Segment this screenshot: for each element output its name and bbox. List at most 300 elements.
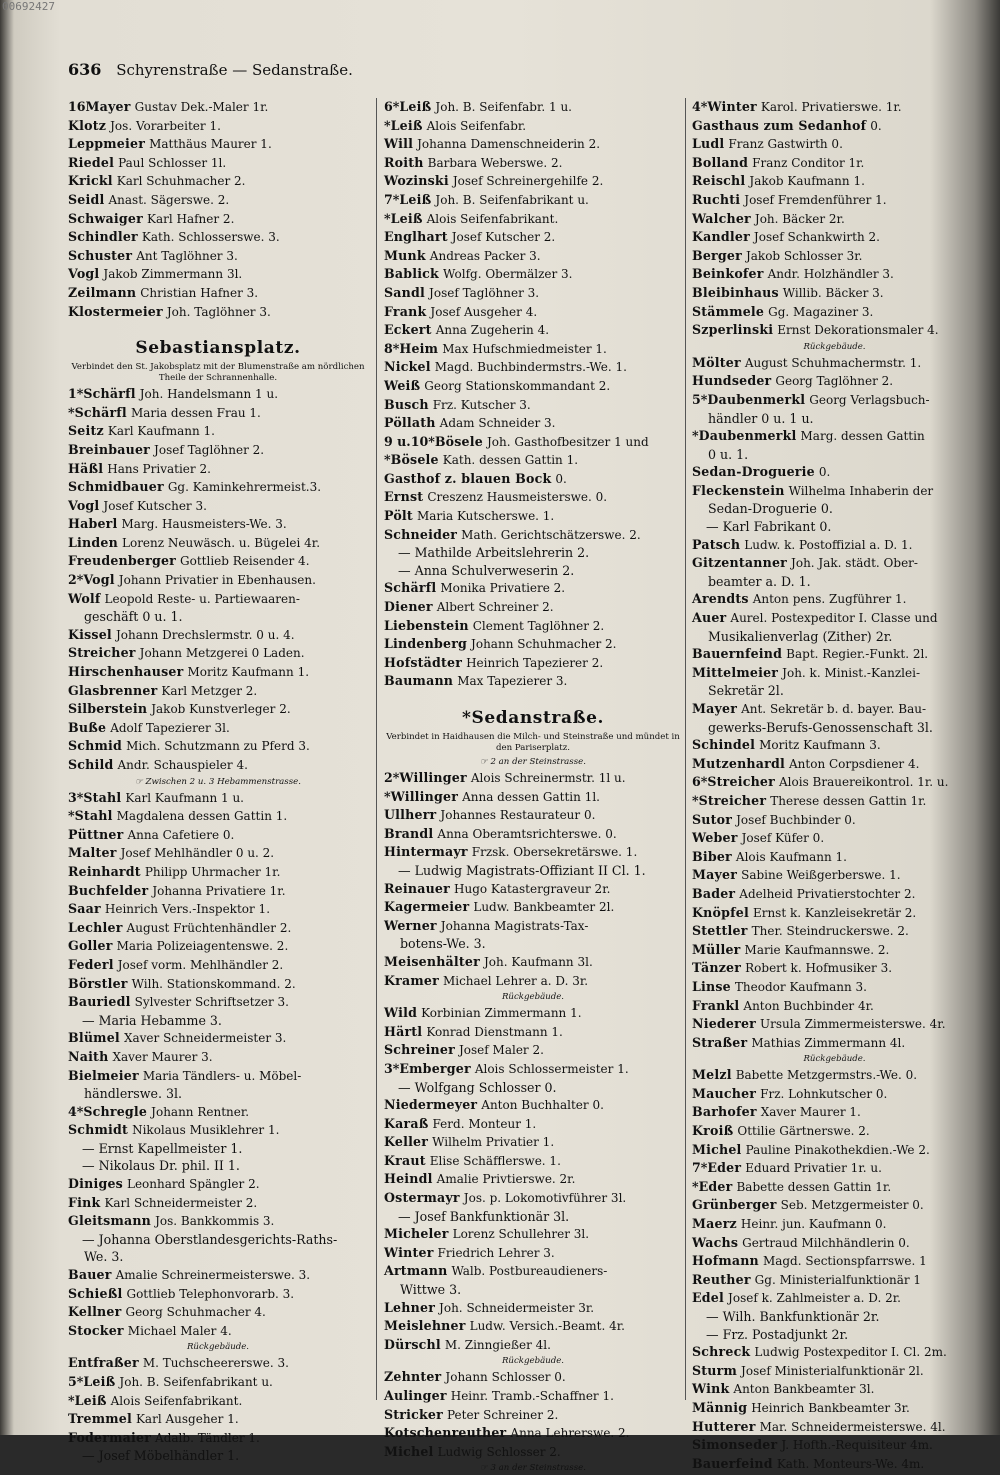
directory-entry bbox=[384, 1023, 682, 1042]
directory-entry bbox=[692, 792, 977, 811]
resident-details: Heinrich Tapezierer 2. bbox=[466, 655, 604, 670]
page-number: 636 bbox=[68, 60, 102, 79]
scan-id: 00692427 bbox=[2, 0, 55, 13]
resident-details: Kath. Monteurs-We. 4m. bbox=[776, 1456, 925, 1471]
directory-entry bbox=[384, 265, 682, 284]
section-marker: ☞ 3 an der Steinstrasse. bbox=[480, 1463, 586, 1474]
resident-details: Michael Lehrer a. D. 3r. bbox=[442, 973, 589, 988]
resident-details: Xaver Maurer 3. bbox=[112, 1049, 213, 1064]
resident-name: Lehner bbox=[384, 1299, 436, 1315]
directory-entry bbox=[692, 1085, 977, 1104]
resident-details: Amalie Privtierswe. 2r. bbox=[436, 1172, 576, 1187]
resident-name: Gasthaus zum Sedanhof bbox=[692, 117, 867, 133]
directory-entry bbox=[68, 1322, 368, 1341]
directory-entry bbox=[384, 172, 682, 191]
resident-details: Magd. Buchbindermstrs.-We. 1. bbox=[434, 360, 627, 375]
resident-name: Melzl bbox=[692, 1067, 732, 1083]
directory-entry bbox=[68, 1354, 368, 1373]
resident-details: Albert Schreiner 2. bbox=[436, 600, 554, 615]
directory-entry bbox=[384, 377, 682, 396]
directory-entry bbox=[384, 1060, 682, 1079]
resident-details: Andreas Packer 3. bbox=[429, 248, 541, 263]
sub-entry: — Ludwig Magistrats-Offiziant II Cl. 1. bbox=[398, 862, 646, 878]
resident-details: Karl Schneidermeister 2. bbox=[104, 1195, 258, 1210]
resident-name: Stettler bbox=[692, 923, 748, 939]
resident-name: Reinauer bbox=[384, 880, 450, 896]
sub-entry: — Josef Bankfunktionär 3l. bbox=[398, 1208, 570, 1224]
resident-name: Sutor bbox=[692, 811, 733, 827]
resident-name: Barhofer bbox=[692, 1104, 757, 1120]
directory-entry bbox=[384, 247, 682, 266]
resident-name: Stahl bbox=[74, 808, 113, 824]
house-number: * bbox=[692, 1178, 699, 1194]
directory-entry bbox=[68, 247, 368, 266]
directory-entry bbox=[692, 1362, 977, 1381]
resident-name: Kellner bbox=[68, 1304, 122, 1320]
resident-details: Alois Schlossermeister 1. bbox=[474, 1061, 629, 1076]
resident-details: Philipp Uhrmacher 1r. bbox=[144, 864, 281, 879]
resident-name: Lindenberg bbox=[384, 636, 468, 652]
resident-details: Josef Taglöhner 2. bbox=[154, 442, 265, 457]
resident-name: Hutterer bbox=[692, 1418, 756, 1434]
sub-entry: — Mathilde Arbeitslehrerin 2. bbox=[398, 545, 590, 561]
directory-entry bbox=[384, 396, 682, 415]
resident-name: Naith bbox=[68, 1048, 109, 1064]
resident-name: Püttner bbox=[68, 826, 124, 842]
resident-name: Schuster bbox=[68, 247, 133, 263]
entry-continuation: We. 3. bbox=[84, 1249, 124, 1265]
resident-name: Federl bbox=[68, 956, 114, 972]
resident-details: Georg Verlagsbuch- bbox=[809, 392, 930, 407]
column-1 bbox=[68, 98, 368, 1465]
directory-entry bbox=[384, 1299, 682, 1318]
resident-details: Ludwig Postexpeditor I. Cl. 2m. bbox=[754, 1345, 947, 1360]
resident-name: Fink bbox=[68, 1194, 101, 1210]
house-number: 6* bbox=[384, 99, 400, 114]
directory-entry bbox=[692, 1015, 977, 1034]
sub-entry: — Anna Schulverweserin 2. bbox=[398, 562, 575, 578]
resident-name: Ostermayr bbox=[384, 1190, 460, 1206]
resident-name: Meislehner bbox=[384, 1318, 466, 1334]
resident-details: Pauline Pinakothekdien.-We 2. bbox=[745, 1142, 930, 1157]
directory-entry bbox=[384, 526, 682, 545]
resident-details: Walb. Postbureaudieners- bbox=[451, 1264, 608, 1279]
resident-details: Nikolaus Musiklehrer 1. bbox=[132, 1123, 280, 1138]
directory-entry bbox=[384, 98, 682, 117]
resident-name: Glasbrenner bbox=[68, 682, 158, 698]
directory-entry bbox=[68, 900, 368, 919]
sub-entry: — Ernst Kapellmeister 1. bbox=[82, 1140, 243, 1156]
directory-entry bbox=[692, 1159, 977, 1178]
resident-name: Auer bbox=[692, 610, 727, 626]
entry-continuation: Musikalienverlag (Zither) 2r. bbox=[708, 628, 893, 644]
resident-details: Karl Kaufmann 1 u. bbox=[125, 790, 244, 805]
resident-details: Hugo Katastergraveur 2r. bbox=[454, 881, 611, 896]
directory-entry bbox=[68, 515, 368, 534]
resident-details: Babette Metzgermstrs.-We. 0. bbox=[735, 1068, 918, 1083]
directory-entry bbox=[692, 904, 977, 923]
resident-name: Willinger bbox=[399, 770, 467, 785]
resident-details: Alois Seifenfabr. bbox=[426, 118, 527, 133]
directory-entry bbox=[384, 1443, 682, 1462]
house-number: * bbox=[384, 210, 391, 226]
directory-entry bbox=[692, 1436, 977, 1455]
directory-entry bbox=[692, 1178, 977, 1197]
directory-entry bbox=[692, 117, 977, 136]
resident-name: Bader bbox=[692, 885, 736, 901]
resident-details: Josef Buchbinder 0. bbox=[736, 812, 856, 827]
directory-entry bbox=[384, 617, 682, 636]
directory-entry bbox=[692, 391, 977, 410]
resident-name: Ernst bbox=[384, 489, 424, 505]
directory-entry bbox=[692, 463, 977, 482]
resident-details: Johann Privatier in Ebenhausen. bbox=[118, 573, 316, 588]
directory-entry bbox=[68, 552, 368, 571]
resident-name: Baumann bbox=[384, 673, 454, 689]
directory-entry bbox=[692, 1271, 977, 1290]
entry-continuation: Sedan-Droguerie 0. bbox=[708, 501, 833, 517]
directory-entry bbox=[692, 172, 977, 191]
house-number: 9 u.10* bbox=[384, 433, 435, 449]
resident-name: Schärfl bbox=[83, 386, 136, 402]
resident-name: Männig bbox=[692, 1399, 748, 1415]
resident-name: Karaß bbox=[384, 1115, 429, 1131]
resident-details: Willib. Bäcker 3. bbox=[782, 285, 884, 300]
resident-details: Creszenz Hausmeisterswe. 0. bbox=[427, 490, 608, 505]
entry-continuation: gewerks-Berufs-Genossenschaft 3l. bbox=[708, 719, 933, 735]
directory-entry bbox=[692, 997, 977, 1016]
resident-details: Sylvester Schriftsetzer 3. bbox=[134, 995, 289, 1010]
directory-entry bbox=[68, 737, 368, 756]
directory-entry bbox=[68, 172, 368, 191]
resident-details: Kath. Schlosserswe. 3. bbox=[141, 230, 280, 245]
resident-details: Jos. Vorarbeiter 1. bbox=[110, 118, 221, 133]
resident-name: Mayer bbox=[692, 701, 738, 716]
house-number: * bbox=[68, 808, 75, 824]
house-number: 2* bbox=[68, 572, 84, 588]
directory-entry bbox=[692, 885, 977, 904]
directory-entry bbox=[384, 1004, 682, 1023]
directory-entry bbox=[384, 1041, 682, 1060]
directory-entry bbox=[692, 811, 977, 830]
resident-name: Stocker bbox=[68, 1322, 124, 1338]
house-number: * bbox=[692, 428, 699, 444]
resident-details: Georg Stationskommandant 2. bbox=[424, 378, 611, 393]
resident-details: Frzsk. Obersekretärswe. 1. bbox=[471, 845, 638, 860]
house-number: 6* bbox=[692, 774, 708, 790]
resident-name: Schindler bbox=[68, 229, 138, 245]
resident-name: Buchfelder bbox=[68, 882, 149, 898]
resident-details: Ernst Dekorationsmaler 4. bbox=[777, 323, 939, 338]
resident-details: Wilhelm Privatier 1. bbox=[432, 1135, 555, 1150]
resident-details: Joh. Jak. städt. Ober- bbox=[791, 556, 918, 571]
resident-details: Maria Tändlers- u. Möbel- bbox=[142, 1068, 302, 1083]
resident-name: Leiß bbox=[399, 191, 432, 207]
resident-details: Gg. Magaziner 3. bbox=[768, 304, 874, 319]
resident-name: Vogl bbox=[83, 572, 115, 588]
resident-name: Zeilmann bbox=[68, 284, 137, 300]
resident-details: Ant. Sekretär b. d. bayer. Bau- bbox=[741, 702, 927, 716]
directory-entry bbox=[384, 135, 682, 154]
sub-entry: — Josef Möbelhändler 1. bbox=[82, 1448, 240, 1464]
resident-name: Simonseder bbox=[692, 1437, 778, 1453]
resident-name: Leppmeier bbox=[68, 136, 146, 152]
resident-details: Adelheid Privatierstochter 2. bbox=[739, 886, 916, 901]
resident-details: Josef Taglöhner 3. bbox=[429, 285, 540, 300]
directory-entry bbox=[384, 1317, 682, 1336]
column-divider bbox=[685, 98, 686, 1400]
resident-details: Andr. Schauspieler 4. bbox=[117, 758, 248, 772]
resident-name: Buße bbox=[68, 719, 107, 735]
directory-entry bbox=[384, 635, 682, 654]
directory-entry bbox=[692, 98, 977, 117]
house-number: 3* bbox=[384, 1060, 400, 1076]
resident-name: Vogl bbox=[68, 266, 100, 282]
directory-entry bbox=[68, 1410, 368, 1429]
resident-details: Anton Corpsdiener 4. bbox=[789, 756, 920, 771]
resident-details: Moritz Kaufmann 3. bbox=[759, 738, 881, 753]
house-number: * bbox=[68, 404, 75, 420]
resident-details: Heinrich Bankbeamter 3r. bbox=[751, 1400, 910, 1415]
directory-entry bbox=[384, 507, 682, 526]
resident-name: Sturm bbox=[692, 1362, 738, 1378]
resident-name: Kraut bbox=[384, 1152, 426, 1168]
resident-name: Schregle bbox=[83, 1103, 148, 1119]
resident-details: Jakob Schlosser 3r. bbox=[745, 248, 863, 263]
directory-entry bbox=[68, 385, 368, 404]
resident-details: Bapt. Regier.-Funkt. 2l. bbox=[786, 647, 929, 662]
resident-details: Ottilie Gärtnerswe. 2. bbox=[737, 1124, 870, 1139]
resident-details: Karl Ausgeher 1. bbox=[135, 1412, 239, 1427]
resident-details: Xaver Schneidermeister 3. bbox=[123, 1031, 287, 1046]
directory-entry bbox=[692, 1066, 977, 1085]
resident-details: Joh. Schneidermeister 3r. bbox=[439, 1300, 595, 1315]
resident-details: Jakob Kunstverleger 2. bbox=[151, 702, 291, 717]
resident-details: Jakob Zimmermann 3l. bbox=[103, 267, 243, 282]
resident-details: Robert k. Hofmusiker 3. bbox=[745, 961, 893, 976]
directory-entry bbox=[68, 284, 368, 303]
resident-details: Ant Taglöhner 3. bbox=[136, 248, 238, 263]
resident-name: Härtl bbox=[384, 1023, 423, 1039]
house-number: * bbox=[692, 792, 699, 808]
column-divider bbox=[376, 98, 377, 1400]
resident-details: Ther. Steindruckerswe. 2. bbox=[751, 924, 909, 939]
directory-entry bbox=[68, 117, 368, 136]
resident-name: Vogl bbox=[68, 497, 100, 513]
resident-name: Munk bbox=[384, 247, 426, 263]
resident-name: Fodermaier bbox=[68, 1429, 152, 1445]
directory-entry bbox=[384, 1152, 682, 1171]
section-marker: Rückgebäude. bbox=[186, 1342, 250, 1353]
directory-entry bbox=[68, 756, 368, 775]
directory-entry bbox=[68, 919, 368, 938]
section-marker: Rückgebäude. bbox=[803, 1054, 866, 1065]
resident-name: Tremmel bbox=[68, 1411, 132, 1427]
resident-details: Heinr. Tramb.-Schaffner 1. bbox=[450, 1389, 614, 1403]
directory-entry bbox=[692, 922, 977, 941]
resident-name: Nickel bbox=[384, 359, 431, 375]
house-number: 16 bbox=[68, 99, 86, 114]
directory-entry bbox=[692, 354, 977, 373]
directory-entry bbox=[692, 664, 977, 683]
resident-name: Breinbauer bbox=[68, 441, 151, 457]
directory-entry bbox=[384, 191, 682, 210]
resident-name: Winter bbox=[384, 1244, 434, 1260]
directory-entry bbox=[68, 882, 368, 901]
resident-name: Reischl bbox=[692, 173, 746, 189]
resident-name: Gasthof z. blauen Bock bbox=[384, 470, 552, 486]
house-number: * bbox=[384, 452, 391, 468]
house-number: 4* bbox=[692, 99, 708, 114]
resident-name: Stricker bbox=[384, 1406, 443, 1422]
house-number: 7* bbox=[384, 191, 400, 207]
resident-details: Marg. dessen Gattin bbox=[800, 429, 925, 444]
directory-entry bbox=[384, 1262, 682, 1281]
resident-name: Mölter bbox=[692, 354, 741, 370]
resident-details: Johann Schuhmacher 2. bbox=[471, 637, 617, 652]
directory-entry bbox=[68, 700, 368, 719]
resident-details: Peter Schreiner 2. bbox=[447, 1407, 559, 1422]
directory-entry bbox=[68, 1429, 368, 1448]
sub-entry: — Wilh. Bankfunktionär 2r. bbox=[706, 1309, 880, 1324]
house-number: * bbox=[384, 788, 391, 804]
resident-details: Joh. Bäcker 2r. bbox=[754, 211, 845, 226]
resident-name: Seitz bbox=[68, 423, 104, 439]
resident-details: Leopold Reste- u. Partiewaaren- bbox=[104, 591, 300, 606]
house-number: * bbox=[68, 1392, 75, 1408]
resident-name: Patsch bbox=[692, 536, 741, 552]
sub-entry: — Karl Fabrikant 0. bbox=[706, 519, 832, 535]
resident-name: Heim bbox=[399, 340, 439, 356]
resident-name: Reinhardt bbox=[68, 863, 141, 879]
resident-details: Anton Buchhalter 0. bbox=[481, 1098, 604, 1113]
directory-entry bbox=[384, 340, 682, 359]
house-number: 2* bbox=[384, 770, 400, 785]
resident-details: Anna Oberamtsrichterswe. 0. bbox=[437, 826, 617, 841]
resident-details: Anton Bankbeamter 3l. bbox=[733, 1382, 875, 1397]
resident-name: Michel bbox=[384, 1443, 434, 1459]
house-number: 3* bbox=[68, 789, 84, 805]
resident-name: Stahl bbox=[83, 789, 122, 805]
resident-details: Clement Taglöhner 2. bbox=[472, 618, 605, 633]
directory-entry bbox=[692, 1343, 977, 1362]
resident-name: Edel bbox=[692, 1290, 725, 1306]
resident-name: Schreiner bbox=[384, 1042, 455, 1058]
resident-details: Andr. Holzhändler 3. bbox=[767, 267, 894, 282]
directory-entry bbox=[68, 404, 368, 423]
resident-details: Christian Hafner 3. bbox=[140, 285, 259, 300]
resident-details: Babette dessen Gattin 1r. bbox=[736, 1179, 892, 1194]
directory-entry bbox=[384, 953, 682, 972]
directory-entry bbox=[68, 863, 368, 882]
resident-details: Barbara Weberswe. 2. bbox=[427, 155, 563, 170]
directory-entry bbox=[384, 880, 682, 899]
sub-entry: — Nikolaus Dr. phil. II 1. bbox=[82, 1158, 240, 1174]
directory-entry bbox=[692, 210, 977, 229]
resident-name: Gleitsmann bbox=[68, 1213, 152, 1229]
resident-details: Anton Buchbinder 4r. bbox=[743, 998, 874, 1013]
resident-details: Aurel. Postexpeditor I. Classe und bbox=[730, 611, 938, 626]
resident-name: Daubenmerkl bbox=[707, 391, 806, 407]
directory-entry bbox=[384, 1189, 682, 1208]
resident-details: Mar. Schneidermeisterswe. 4l. bbox=[759, 1419, 946, 1434]
directory-entry bbox=[692, 1252, 977, 1271]
resident-name: Diniges bbox=[68, 1176, 123, 1192]
resident-details: Georg Taglöhner 2. bbox=[775, 374, 894, 389]
resident-name: Zehnter bbox=[384, 1369, 442, 1385]
resident-name: Hofmann bbox=[692, 1253, 759, 1269]
directory-entry bbox=[384, 488, 682, 507]
resident-name: Artmann bbox=[384, 1263, 448, 1279]
directory-entry bbox=[68, 975, 368, 994]
resident-name: Haberl bbox=[68, 516, 118, 532]
spacer bbox=[68, 321, 368, 333]
directory-entry bbox=[68, 993, 368, 1012]
resident-name: Goller bbox=[68, 938, 113, 954]
directory-entry bbox=[692, 191, 977, 210]
resident-name: Streicher bbox=[68, 645, 136, 661]
directory-entry bbox=[692, 1234, 977, 1253]
resident-name: Streicher bbox=[707, 774, 775, 790]
resident-details: Anna dessen Gattin 1l. bbox=[462, 789, 600, 804]
resident-details: Joh. Handelsmann 1 u. bbox=[139, 387, 279, 402]
resident-details: Johann Schlosser 0. bbox=[445, 1370, 566, 1385]
directory-entry bbox=[68, 1175, 368, 1194]
resident-name: Weber bbox=[692, 830, 738, 846]
resident-details: Joh. Gasthofbesitzer 1 und bbox=[486, 434, 649, 449]
resident-details: Joh. B. Seifenfabr. 1 u. bbox=[435, 100, 572, 114]
resident-name: Will bbox=[384, 136, 414, 152]
directory-entry bbox=[692, 590, 977, 609]
directory-entry bbox=[692, 848, 977, 867]
directory-entry bbox=[384, 788, 682, 807]
resident-name: Mayer bbox=[85, 99, 131, 114]
resident-name: Biber bbox=[692, 848, 732, 864]
resident-details: Josef Schreinergehilfe 2. bbox=[452, 174, 604, 189]
resident-details: August Früchtenhändler 2. bbox=[126, 920, 292, 935]
resident-name: Leiß bbox=[390, 210, 423, 226]
resident-details: Alois Schreinermstr. 1l u. bbox=[470, 771, 626, 785]
directory-entry bbox=[692, 536, 977, 555]
street-heading: *Sedanstraße. bbox=[461, 708, 605, 728]
resident-details: 0. bbox=[870, 118, 882, 133]
section-marker: Rückgebäude. bbox=[501, 992, 565, 1003]
resident-details: Moritz Kaufmann 1. bbox=[187, 665, 310, 680]
resident-details: Heinrich Vers.-Inspektor 1. bbox=[104, 902, 271, 917]
resident-details: Michael Maler 4. bbox=[127, 1323, 232, 1338]
resident-details: Ludwig Schlosser 2. bbox=[437, 1444, 561, 1459]
directory-entry bbox=[68, 265, 368, 284]
resident-details: Mathias Zimmermann 4l. bbox=[751, 1035, 906, 1050]
resident-name: Daubenmerkl bbox=[698, 428, 797, 444]
resident-details: Josef Kutscher 3. bbox=[103, 498, 207, 513]
resident-name: Schmidt bbox=[68, 1122, 129, 1138]
resident-details: Math. Gerichtschätzerswe. 2. bbox=[461, 527, 641, 542]
house-number: * bbox=[384, 117, 391, 133]
resident-details: Jos. p. Lokomotivführer 3l. bbox=[463, 1191, 627, 1206]
resident-details: Frz. Lohnkutscher 0. bbox=[760, 1086, 888, 1101]
resident-name: Niederer bbox=[692, 1016, 757, 1032]
resident-details: Seb. Metzgermeister 0. bbox=[780, 1198, 924, 1213]
resident-name: Gitzentanner bbox=[692, 555, 788, 571]
resident-details: Wilh. Stationskommand. 2. bbox=[131, 976, 296, 991]
resident-name: Linden bbox=[68, 534, 118, 550]
street-heading: Sebastiansplatz. bbox=[135, 338, 301, 359]
resident-details: Josef Küfer 0. bbox=[741, 831, 825, 846]
resident-name: Bauerfeind bbox=[692, 1455, 773, 1471]
street-description: Verbindet den St. Jakobsplatz mit der Blumenstraße am nördlichen Theile der Schrannenhalle. bbox=[71, 362, 365, 384]
resident-name: Ullherr bbox=[384, 807, 437, 823]
